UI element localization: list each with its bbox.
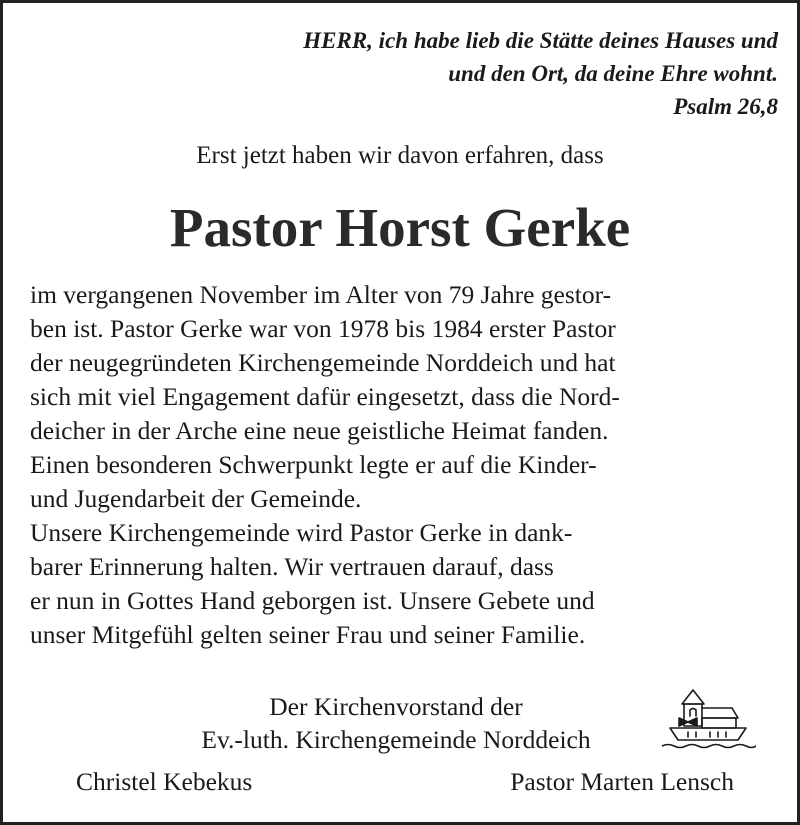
signature-right: Pastor Marten Lensch	[510, 767, 734, 796]
verse-line-1: HERR, ich habe lieb die Stätte deines Hauses und	[303, 28, 778, 53]
notice-body	[30, 278, 790, 652]
body-line: der neugegründeten Kirchengemeinde Norddeich und hat	[30, 348, 616, 377]
body-line: barer Erinnerung halten. Wir vertrauen darauf, dass	[30, 552, 554, 581]
signature-left: Christel Kebekus	[76, 767, 253, 796]
ark-church-icon	[662, 684, 756, 754]
verse-reference: Psalm 26,8	[673, 94, 778, 119]
deceased-name: Pastor Horst Gerke	[169, 197, 631, 258]
body-line: sich mit viel Engagement dafür eingesetzt, dass die Nord-	[30, 382, 620, 411]
body-line: Einen besonderen Schwerpunkt legte er auf die Kinder-	[30, 450, 597, 479]
body-line: im vergangenen November im Alter von 79 Jahre gestor-	[30, 280, 612, 309]
body-line: Unsere Kirchengemeinde wird Pastor Gerke in dank-	[30, 518, 573, 547]
body-line: er nun in Gottes Hand geborgen ist. Unsere Gebete und	[30, 586, 595, 615]
body-line: deicher in der Arche eine neue geistliche Heimat fanden.	[30, 416, 609, 445]
board-line-1: Der Kirchenvorstand der	[269, 692, 523, 721]
board-line-2: Ev.-luth. Kirchengemeinde Norddeich	[201, 725, 591, 754]
psalm-verse	[303, 24, 778, 123]
intro-text: Erst jetzt haben wir davon erfahren, dass	[196, 142, 604, 169]
body-line: und Jugendarbeit der Gemeinde.	[30, 484, 362, 513]
verse-line-2: und den Ort, da deine Ehre wohnt.	[448, 61, 778, 86]
body-line: ben ist. Pastor Gerke war von 1978 bis 1984 erster Pastor	[30, 314, 616, 343]
body-line: unser Mitgefühl gelten seiner Frau und seiner Familie.	[30, 620, 586, 649]
